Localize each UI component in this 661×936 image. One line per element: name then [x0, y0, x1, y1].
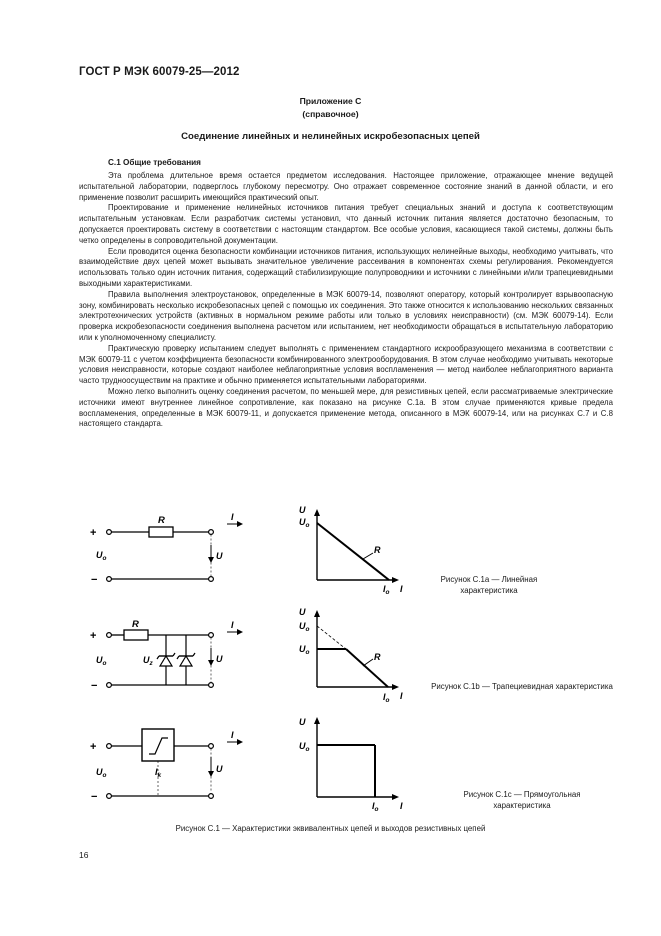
circuit-rectangular: [88, 725, 228, 805]
circuit-trapezoidal: [88, 618, 228, 698]
paragraph: Можно легко выполнить оценку соединения расчетом, по меньшей мере, для резистивных цепей, если рассматриваемые электрические источники имеют внутреннее линейное сопротивление, как показано на рисунке С.1а. В этом случае применяются кривые предела воспламенения, определенные в МЭК 60079-11, и допускается применение метода, описанного в МЭК 60079-14, или на рисунках С.7 и С.8 настоящего стандарта.: [79, 386, 613, 429]
svg-text:Io: $I_o$: [372, 801, 379, 812]
zener-diode: [177, 635, 195, 685]
paragraph: Проектирование и применение нелинейных источников питания требует специальных знаний и доступа к соответствующим испытательным установкам. Если разработчик системы установил, что данный источник питания является достаточно безопасным, то допускается проектировать систему в соответствии с настоящим стандартом. Все особые условия, касающиеся такой системы, должны быть четко определены в сопроводительной документации.: [79, 203, 613, 245]
svg-text:I: I: [400, 801, 403, 811]
section-title: Соединение линейных и нелинейных искробезопасных цепей: [181, 131, 480, 142]
svg-text:U: U: [216, 654, 223, 664]
svg-text:I: I: [231, 731, 234, 740]
svg-text:R: R: [374, 652, 381, 662]
paragraph: Эта проблема длительное время остается предметом исследования. Настоящее приложение, отражающее мнение ведущей испытательной лаборатории, подверглось глубокому пересмотру. Оно отражает современное состояние знаний в данной области, и его применение позволит расширить имеющийся практический опыт.: [79, 171, 613, 202]
svg-text:U: U: [299, 505, 306, 515]
document-header: ГОСТ Р МЭК 60079-25—2012: [79, 66, 240, 78]
svg-text:−: −: [91, 791, 98, 803]
voltage-label: U: [216, 551, 223, 561]
zener-diode: [157, 635, 175, 685]
resistor: [149, 527, 173, 537]
resistor: [124, 630, 148, 640]
caption-fig-b: Рисунок С.1b — Трапециевидная характеристика: [431, 682, 613, 691]
svg-text:Uo: $U_o$: [299, 517, 310, 529]
graph-linear: [296, 500, 416, 600]
annex-type: (справочное): [302, 109, 359, 119]
svg-text:−: −: [91, 680, 98, 692]
svg-text:Uo: $U_o$: [299, 621, 310, 633]
svg-text:Io: $I_o$: [383, 692, 390, 704]
svg-text:I: I: [400, 691, 403, 701]
svg-text:Uo: $U_o$: [96, 767, 107, 779]
svg-text:+: +: [90, 630, 97, 642]
body-text: [79, 171, 613, 430]
graph-trapezoidal: [296, 605, 416, 705]
svg-text:U: U: [299, 717, 306, 727]
svg-text:Uo: $U_o$: [96, 655, 107, 667]
subsection-heading: С.1 Общие требования: [108, 158, 201, 167]
current-arrow-b: [227, 621, 247, 641]
svg-text:R: R: [374, 545, 381, 555]
annex-label: Приложение С: [299, 96, 362, 106]
svg-text:Io: $I_o$: [383, 584, 390, 596]
svg-text:I: I: [400, 584, 403, 594]
current-arrow-c: [227, 731, 247, 751]
paragraph: Правила выполнения электроустановок, определенные в МЭК 60079-14, позволяют оператору, который контролирует взрывоопасную зону, комбинировать несколько искробезопасных цепей с помощью их соединения. Это также относится к использованию нескольких связанных электротехнических устройств (активных в нормальном режиме работы или только в условиях неисправности) (см. МЭК 60079-14). Если проверка искробезопасности соединения выполнена расчетом или испытанием, нет необходимости обращаться в испытательную лабораторию или к уполномоченному специалисту.: [79, 289, 613, 342]
annex-title: [0, 95, 661, 121]
svg-text:R: R: [132, 619, 139, 630]
source-voltage-label: $U_o$: [96, 550, 107, 562]
svg-text:Uo: $U_o$: [299, 741, 310, 753]
svg-text:U: U: [299, 607, 306, 617]
caption-fig-c: Рисунок С.1с — Прямоугольная характеристика: [463, 790, 581, 810]
circuit-linear: [88, 512, 228, 592]
svg-text:I: I: [231, 513, 234, 522]
page-number: 16: [79, 850, 89, 860]
minus-terminal: −: [91, 574, 98, 586]
graph-rectangular: [296, 712, 416, 812]
svg-text:Ik: $I_k$: [155, 767, 162, 779]
current-arrow-a: [227, 513, 247, 533]
plus-terminal: +: [90, 527, 97, 539]
caption-fig-a: Рисунок С.1а — Линейная характеристика: [440, 575, 538, 595]
svg-text:Uz: $U_z$: [143, 655, 153, 667]
paragraph: Если проводится оценка безопасности комбинации источников питания, использующих нелинейные выходы, необходимо учитывать, что взаимодействие двух цепей может вызывать значительное увеличение рассеивания в компонентах схемы регулирования. Рекомендуется использовать только один источник питания, содержащий стабилизирующие полупроводники и источники с линейными и/или трапециевидными выходными характеристиками.: [79, 246, 613, 288]
svg-text:U: U: [216, 764, 223, 774]
svg-text:I: I: [231, 621, 234, 630]
resistor-label: R: [158, 515, 165, 526]
paragraph: Практическую проверку испытанием следует выполнять с применением стандартного искрообразующего механизма в соответствии с МЭК 60079-11 с учетом коэффициента безопасности комбинированного электрооборудования. В этом случае необходимо учитывать некоторые условия неисправности, которые создают наиболее неблагоприятные условия воспламенения — метод наиболее неблагоприятного варианта часто трудноосуществим на практике и обычно применяется испытательными лабораториями.: [79, 343, 613, 386]
svg-text:Uo: $U_o$: [299, 644, 310, 656]
svg-text:+: +: [90, 741, 97, 753]
current-limiter: [142, 729, 174, 761]
figure-caption: Рисунок С.1 — Характеристики эквивалентных цепей и выходов резистивных цепей: [175, 824, 486, 833]
